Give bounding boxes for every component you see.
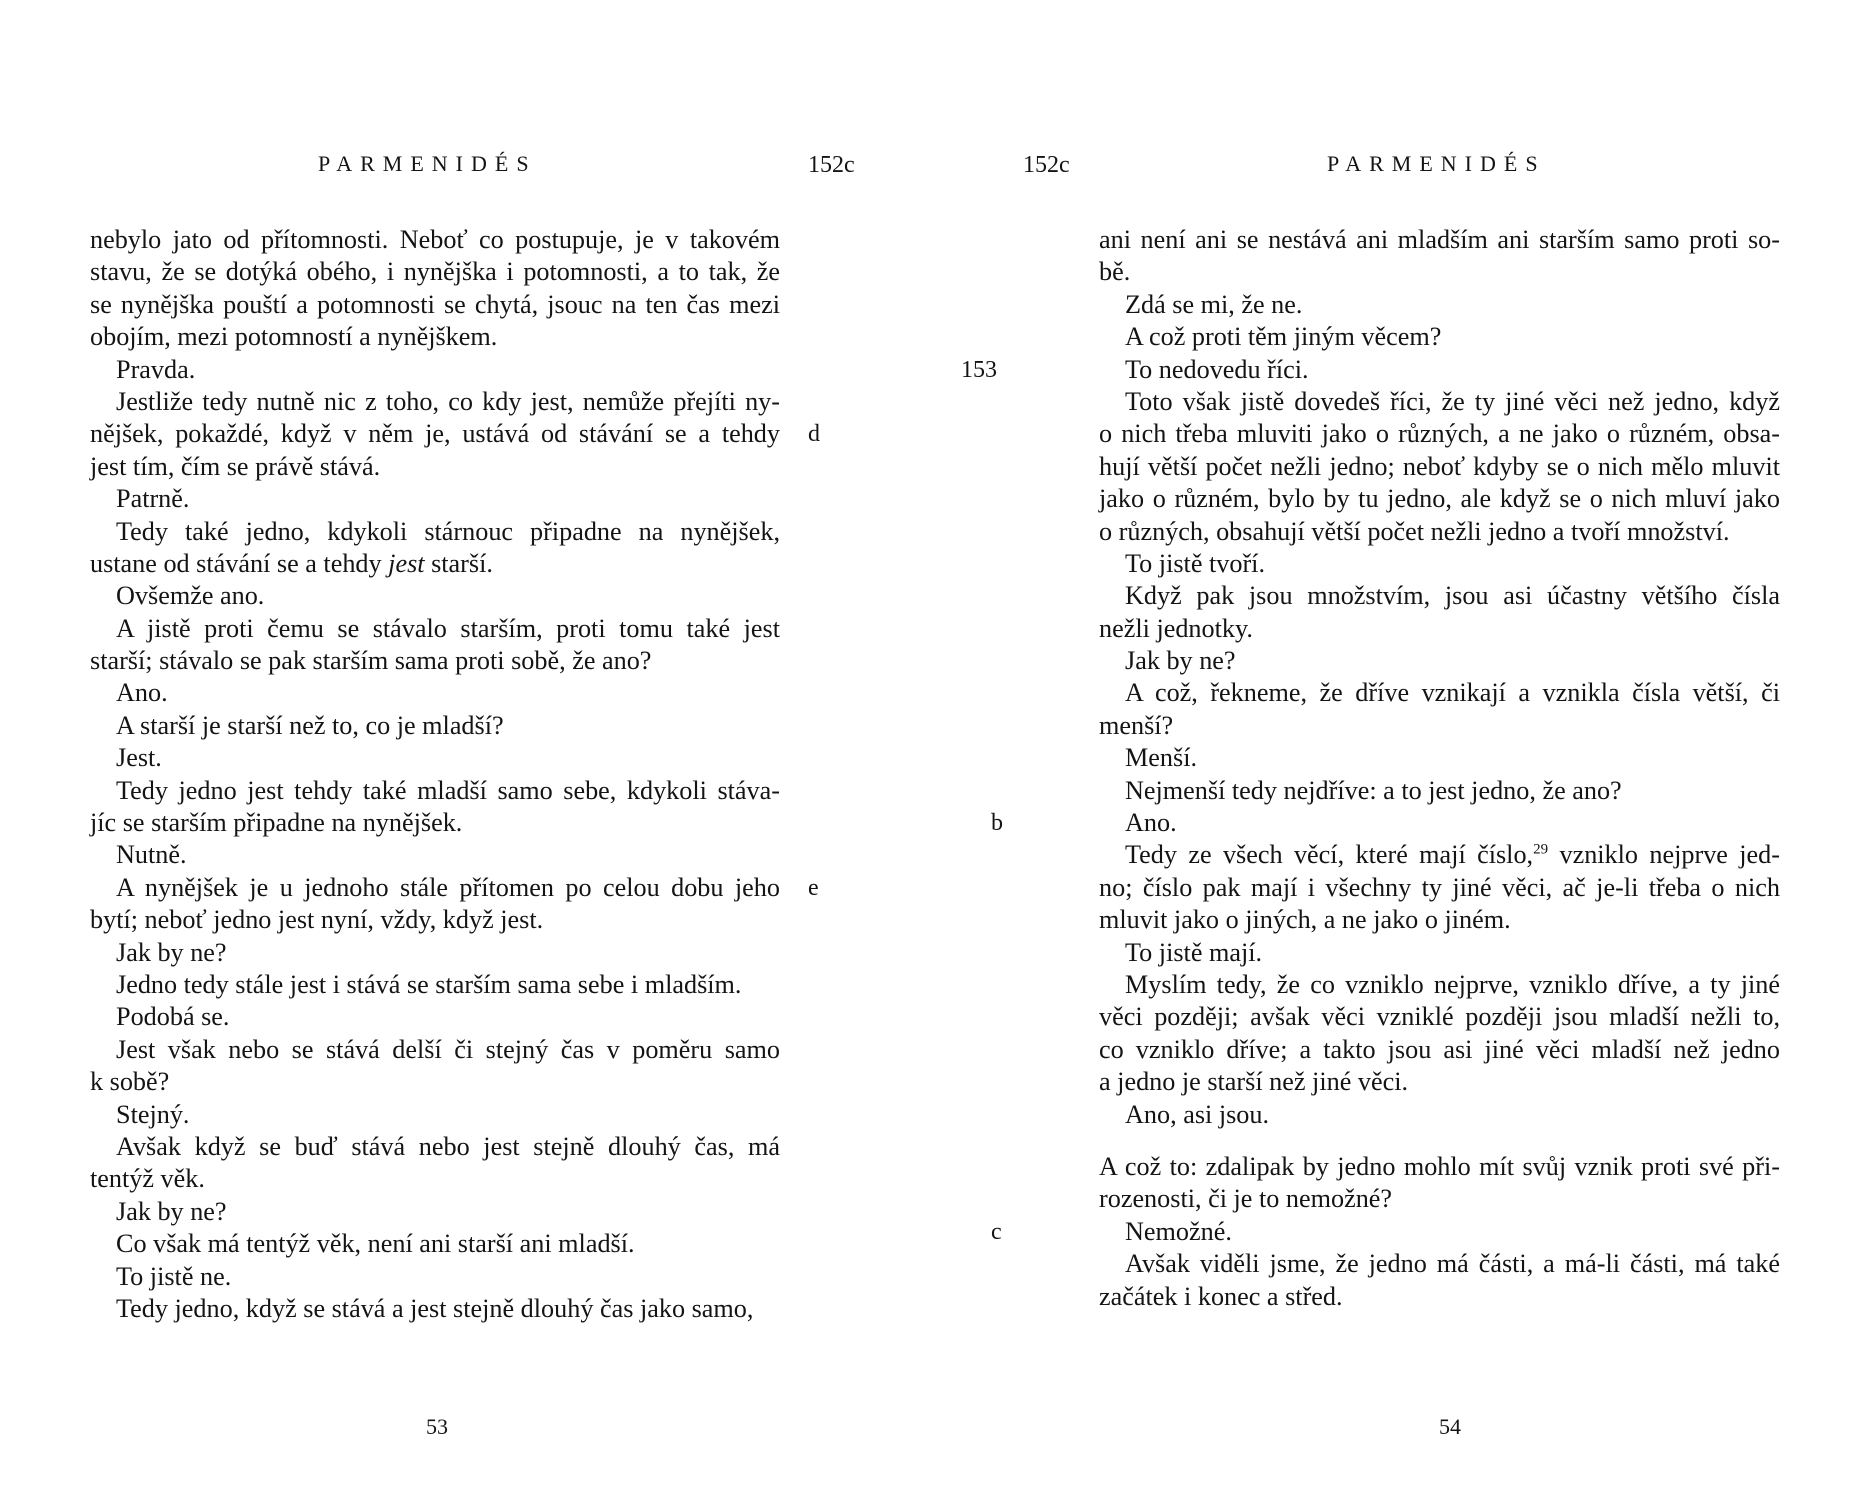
- italic-text: jest: [388, 548, 425, 578]
- line-text: starší; stávalo se pak starším sama proti sobě, že ano?: [90, 646, 652, 676]
- line-text: nějšek, pokaždé, když v něm je, ustává od stávání se a tehdy: [90, 419, 780, 449]
- line-text: bytí; neboť jedno jest nyní, vždy, když jest.: [90, 905, 544, 935]
- margin-stephanus-mark: b: [991, 810, 1003, 837]
- text-line: [90, 1066, 780, 1098]
- page-text: [961, 224, 1780, 1313]
- text-line: [1099, 516, 1780, 548]
- line-text: Jedno tedy stále jest i stává se starším sama sebe i mladším.: [116, 969, 742, 999]
- line-text: Jak by ne?: [116, 1196, 227, 1226]
- line-text: Nemožné.: [1125, 1216, 1232, 1246]
- text-line: [1099, 775, 1780, 807]
- text-line: [991, 1216, 1780, 1248]
- text-line: [90, 321, 780, 353]
- text-line: [90, 418, 820, 450]
- text-line: [1099, 710, 1780, 742]
- line-text: Zdá se mi, že ne.: [1125, 289, 1303, 319]
- line-text: To nedovedu říci.: [1125, 354, 1309, 384]
- text-line: [1099, 321, 1780, 353]
- text-line: [90, 386, 780, 418]
- line-text: Tedy ze všech věcí, které mají číslo,: [1125, 840, 1534, 870]
- line-text: co vzniklo dříve; a takto jsou asi jiné věci mladší než jedno: [1099, 1034, 1780, 1064]
- line-text: Nutně.: [116, 840, 187, 870]
- text-line: [1099, 1183, 1780, 1215]
- text-line: [1099, 677, 1780, 709]
- text-line: [1099, 386, 1780, 418]
- text-line: [90, 1099, 780, 1131]
- text-line: [90, 1131, 780, 1163]
- text-line: [961, 354, 1780, 386]
- text-line: [1099, 289, 1780, 321]
- text-line: [1099, 645, 1780, 677]
- line-text: Jak by ne?: [1125, 646, 1236, 676]
- line-text: A což, řekneme, že dříve vznikají a vznikla čísla větší, či: [1125, 678, 1780, 708]
- margin-stephanus-mark: c: [991, 1218, 1002, 1245]
- text-line: [90, 1261, 780, 1293]
- line-text: A což to: zdalipak by jedno mohlo mít svůj vznik proti své při-: [1099, 1151, 1780, 1181]
- text-line: [90, 1001, 780, 1033]
- text-line: [1099, 580, 1780, 612]
- line-text: no; číslo pak mají i všechny ty jiné věci, ač je-li třeba o nich: [1099, 872, 1780, 902]
- text-line: [90, 775, 780, 807]
- line-text: tentýž věk.: [90, 1164, 205, 1194]
- text-line: [1099, 418, 1780, 450]
- line-text: ani není ani se nestává ani mladším ani starším samo proti so-: [1099, 225, 1780, 254]
- line-text: jest tím, čím se právě stává.: [90, 451, 381, 481]
- line-text-continued: vzniklo nejprve jed-: [1548, 840, 1780, 870]
- line-text: Podobá se.: [116, 1002, 230, 1032]
- line-text: Avšak viděli jsme, že jedno má části, a má-li části, má také: [1125, 1249, 1780, 1279]
- line-text: obojím, mezi potomností a nynějškem.: [90, 322, 498, 352]
- line-text: věci později; avšak věci vzniklé později jsou mladší nežli to,: [1099, 1002, 1780, 1032]
- stephanus-reference: 152c: [808, 152, 855, 178]
- text-line: [90, 354, 780, 386]
- text-line: [1099, 839, 1780, 871]
- line-text: o nich třeba mluviti jako o různých, a ne jako o různém, obsa-: [1099, 419, 1780, 449]
- text-line: [90, 289, 780, 321]
- line-text: hují větší počet nežli jedno; neboť kdyby se o nich mělo mluvit: [1099, 451, 1780, 481]
- text-line: [1099, 483, 1780, 515]
- text-line: [90, 645, 780, 677]
- line-text: mluvit jako o jiných, a ne jako o jiném.: [1099, 905, 1511, 935]
- line-text: To jistě mají.: [1125, 937, 1263, 967]
- line-text: Jest však nebo se stává delší či stejný čas v poměru samo: [116, 1034, 780, 1064]
- line-text: o různých, obsahují větší počet nežli jedno a tvoří množství.: [1099, 516, 1730, 546]
- text-line: [1099, 937, 1780, 969]
- text-line: [90, 872, 819, 904]
- line-text: rozenosti, či je to nemožné?: [1099, 1184, 1393, 1214]
- text-line: [1099, 872, 1780, 904]
- text-line: [90, 613, 780, 645]
- text-line: [90, 224, 780, 256]
- margin-stephanus-mark: 153: [961, 356, 997, 383]
- line-text: Jestliže tedy nutně nic z toho, co kdy jest, nemůže přejíti ny-: [116, 386, 780, 416]
- line-text: A starší je starší než to, co je mladší?: [116, 710, 504, 740]
- line-text: Jak by ne?: [116, 937, 227, 967]
- text-line: [1099, 969, 1780, 1001]
- line-text: a jedno je starší než jiné věci.: [1099, 1067, 1409, 1097]
- text-line: [90, 1293, 780, 1325]
- text-line: [90, 516, 780, 548]
- line-text: stavu, že se dotýká obého, i nynějška i potomnosti, a to tak, že: [90, 257, 780, 287]
- line-text: k sobě?: [90, 1067, 170, 1097]
- text-line: [90, 256, 780, 288]
- line-text: To jistě ne.: [116, 1261, 232, 1291]
- text-line: [1099, 256, 1780, 288]
- line-text: bě.: [1099, 257, 1131, 287]
- text-line: [991, 807, 1780, 839]
- text-line: [90, 742, 780, 774]
- line-text: Ano, asi jsou.: [1125, 1099, 1270, 1129]
- page-text: [90, 224, 820, 1325]
- text-line: [90, 677, 780, 709]
- text-line: [1099, 451, 1780, 483]
- text-line: [1099, 1066, 1780, 1098]
- text-line: [90, 548, 780, 580]
- line-text: Tedy jedno, když se stává a jest stejně dlouhý čas jako samo,: [116, 1293, 754, 1323]
- line-text: Pravda.: [116, 354, 196, 384]
- line-text: Ano.: [1125, 808, 1177, 838]
- line-text: Nejmenší tedy nejdříve: a to jest jedno, že ano?: [1125, 775, 1622, 805]
- line-text: nežli jednotky.: [1099, 613, 1253, 643]
- text-line: [90, 937, 780, 969]
- line-text-continued: starší.: [424, 548, 493, 578]
- text-line: [90, 1034, 780, 1066]
- right-page: [931, 0, 1862, 1501]
- line-text: se nynějška pouští a potomnosti se chytá, jsouc na ten čas mezi: [90, 289, 780, 319]
- text-line: [90, 1228, 780, 1260]
- page-number: 53: [426, 1414, 448, 1439]
- line-text: Jest.: [116, 743, 162, 773]
- text-line: [90, 807, 780, 839]
- line-text: Toto však jistě dovedeš říci, že ty jiné věci než jedno, když: [1125, 386, 1780, 416]
- line-text: To jistě tvoří.: [1125, 548, 1266, 578]
- line-text: Patrně.: [116, 484, 190, 514]
- line-text: A což proti těm jiným věcem?: [1125, 322, 1442, 352]
- text-line: [1099, 1151, 1780, 1183]
- text-line: [1099, 904, 1780, 936]
- text-line: [90, 1196, 780, 1228]
- line-text: Tedy také jedno, kdykoli stárnouc připadne na nynějšek,: [116, 516, 780, 546]
- running-title: PARMENIDÉS: [318, 151, 537, 176]
- line-text: jako o různém, bylo by tu jedno, ale když se o nich mluví jako: [1099, 484, 1780, 514]
- footnote-marker[interactable]: 29: [1533, 841, 1549, 858]
- line-text: Myslím tedy, že co vzniklo nejprve, vzniklo dříve, a ty jiné: [1125, 969, 1780, 999]
- line-text: A nynějšek je u jednoho stále přítomen po celou dobu jeho: [116, 872, 780, 902]
- text-line: [90, 904, 780, 936]
- line-text: Avšak když se buď stává nebo jest stejně dlouhý čas, má: [116, 1131, 780, 1161]
- text-line: [1099, 1281, 1780, 1313]
- text-line: [90, 451, 780, 483]
- text-line: [90, 839, 780, 871]
- text-line: [1099, 1248, 1780, 1280]
- line-text: jíc se starším připadne na nynějšek.: [90, 808, 463, 838]
- line-text: Ano.: [116, 678, 168, 708]
- line-text: začátek i konec a střed.: [1099, 1281, 1343, 1311]
- line-text: Co však má tentýž věk, není ani starší ani mladší.: [116, 1229, 635, 1259]
- line-text: Když pak jsou množstvím, jsou asi účastny většího čísla: [1125, 581, 1780, 611]
- line-text: A jistě proti čemu se stávalo starším, proti tomu také jest: [116, 613, 780, 643]
- stephanus-reference: 152c: [1023, 152, 1070, 178]
- margin-stephanus-mark: e: [808, 874, 819, 901]
- line-text: nebylo jato od přítomnosti. Neboť co postupuje, je v takovém: [90, 225, 780, 254]
- line-text: ustane od stávání se a tehdy: [90, 548, 382, 578]
- line-text: menší?: [1099, 710, 1174, 740]
- text-line: [90, 710, 780, 742]
- text-line: [1099, 742, 1780, 774]
- text-line: [90, 580, 780, 612]
- text-line: [1099, 548, 1780, 580]
- line-text: Stejný.: [116, 1099, 190, 1129]
- text-line: [1099, 613, 1780, 645]
- line-text: Menší.: [1125, 743, 1198, 773]
- text-line: [90, 1163, 780, 1195]
- page-number: 54: [1439, 1414, 1461, 1439]
- line-text: Ovšemže ano.: [116, 581, 265, 611]
- text-line: [90, 483, 780, 515]
- margin-stephanus-mark: d: [808, 421, 820, 448]
- text-line: [90, 969, 780, 1001]
- text-line: [1099, 224, 1780, 256]
- text-line: [1099, 1001, 1780, 1033]
- line-text: Tedy jedno jest tehdy také mladší samo sebe, kdykoli stáva-: [116, 775, 780, 805]
- text-line: [1099, 1034, 1780, 1066]
- running-title: PARMENIDÉS: [1327, 151, 1546, 176]
- text-line: [1099, 1099, 1780, 1131]
